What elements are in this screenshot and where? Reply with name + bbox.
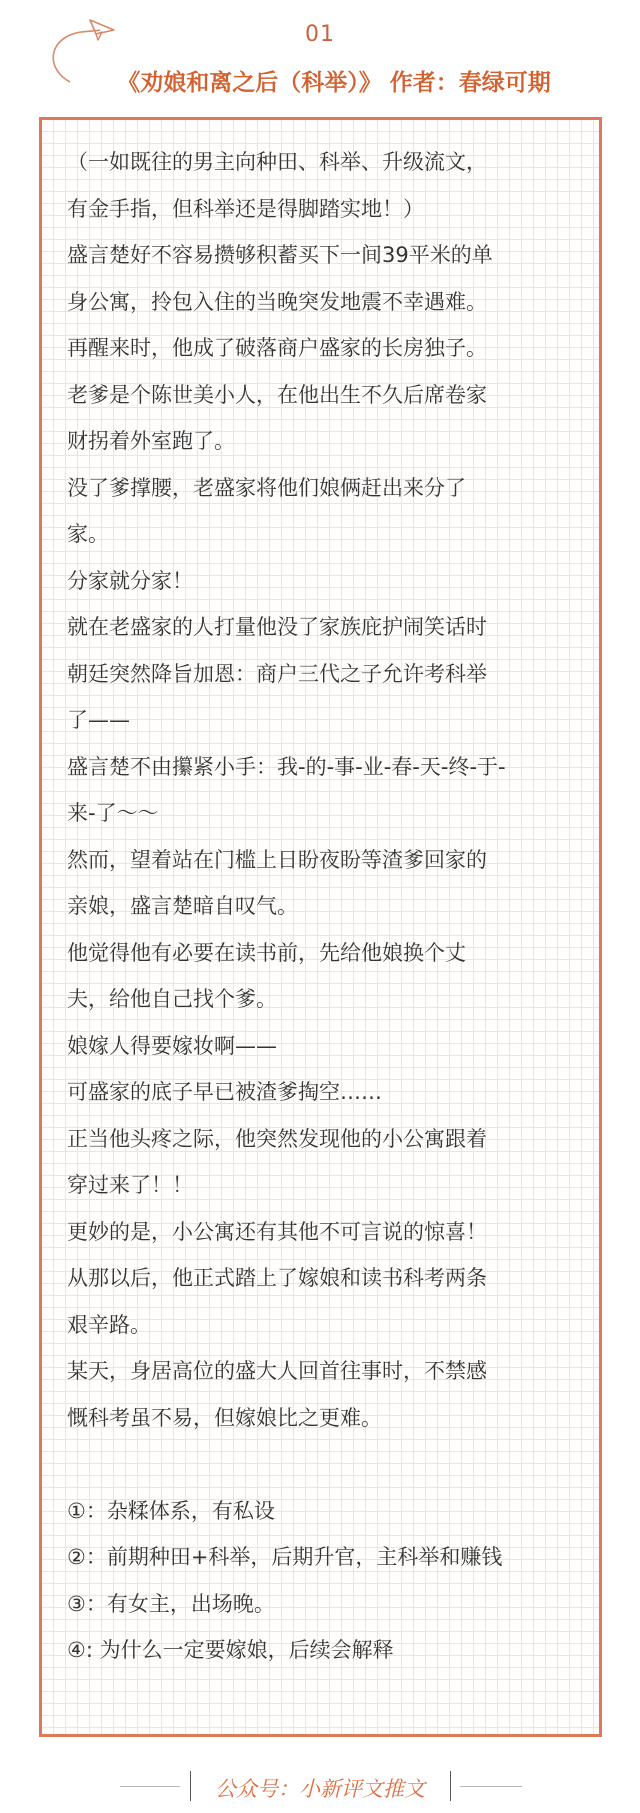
synopsis-line: 娘嫁人得要嫁妆啊—— xyxy=(67,1033,277,1058)
synopsis-line: 身公寓，拎包入住的当晚突发地震不幸遇难。 xyxy=(67,289,487,314)
book-title: 《劝娘和离之后（科举）》 作者：春绿可期 xyxy=(117,70,551,96)
synopsis-line: 就在老盛家的人打量他没了家族庇护闹笑话时 xyxy=(67,615,487,639)
synopsis-line: 分家就分家！ xyxy=(67,568,193,593)
synopsis-line: 了—— xyxy=(67,708,130,732)
footer-tick-right xyxy=(450,1771,451,1801)
footer-account-label: 公众号：小新评文推文 xyxy=(215,1777,425,1801)
note-line: ①：杂糅体系，有私设 xyxy=(67,1498,275,1523)
synopsis-line: 他觉得他有必要在读书前，先给他娘换个丈 xyxy=(67,940,466,965)
synopsis-line: 来-了～～ xyxy=(67,801,159,825)
synopsis-line: 某天，身居高位的盛大人回首往事时，不禁感 xyxy=(67,1359,487,1383)
synopsis-line: 夫，给他自己找个爹。 xyxy=(67,987,277,1011)
synopsis-line: 老爹是个陈世美小人，在他出生不久后席卷家 xyxy=(67,382,487,407)
section-number: 01 xyxy=(305,22,335,47)
synopsis-line: 艰辛路。 xyxy=(67,1312,151,1337)
synopsis-line: 正当他头疼之际，他突然发现他的小公寓跟着 xyxy=(67,1126,487,1151)
synopsis-line: 亲娘，盛言楚暗自叹气。 xyxy=(67,894,298,918)
synopsis-card xyxy=(39,117,602,1737)
synopsis-line: 更妙的是，小公寓还有其他不可言说的惊喜！ xyxy=(67,1219,487,1244)
synopsis-line: 财拐着外室跑了。 xyxy=(67,429,235,453)
synopsis-text xyxy=(67,139,587,1674)
footer-divider-right xyxy=(460,1786,522,1787)
note-line: ④: 为什么一定要嫁娘，后续会解释 xyxy=(67,1638,394,1662)
synopsis-line: 朝廷突然降旨加恩：商户三代之子允许考科举 xyxy=(67,661,487,686)
synopsis-line: 穿过来了！！ xyxy=(67,1173,193,1197)
synopsis-line: 慨科考虽不易，但嫁娘比之更难。 xyxy=(67,1405,382,1430)
synopsis-line: 盛言楚好不容易攒够积蓄买下一间39平米的单 xyxy=(67,243,493,267)
synopsis-line: 然而，望着站在门槛上日盼夜盼等渣爹回家的 xyxy=(67,847,487,872)
synopsis-line: 家。 xyxy=(67,522,109,546)
synopsis-line: 再醒来时，他成了破落商户盛家的长房独子。 xyxy=(67,336,487,360)
synopsis-line: 有金手指，但科举还是得脚踏实地！） xyxy=(67,196,424,221)
synopsis-line: 盛言楚不由攥紧小手：我-的-事-业-春-天-终-于- xyxy=(67,754,506,779)
note-line: ②：前期种田+科举，后期升官，主科举和赚钱 xyxy=(67,1545,503,1569)
note-line: ③：有女主，出场晚。 xyxy=(67,1591,275,1616)
synopsis-line: （一如既往的男主向种田、科举、升级流文， xyxy=(67,150,487,174)
synopsis-line: 从那以后，他正式踏上了嫁娘和读书科考两条 xyxy=(67,1266,487,1290)
footer xyxy=(0,1767,640,1807)
blank-line xyxy=(67,1441,587,1488)
footer-divider-left xyxy=(120,1786,180,1787)
synopsis-line: 没了爹撑腰，老盛家将他们娘俩赶出来分了 xyxy=(67,475,466,500)
footer-tick-left xyxy=(190,1771,191,1801)
synopsis-line: 可盛家的底子早已被渣爹掏空…… xyxy=(67,1080,382,1104)
